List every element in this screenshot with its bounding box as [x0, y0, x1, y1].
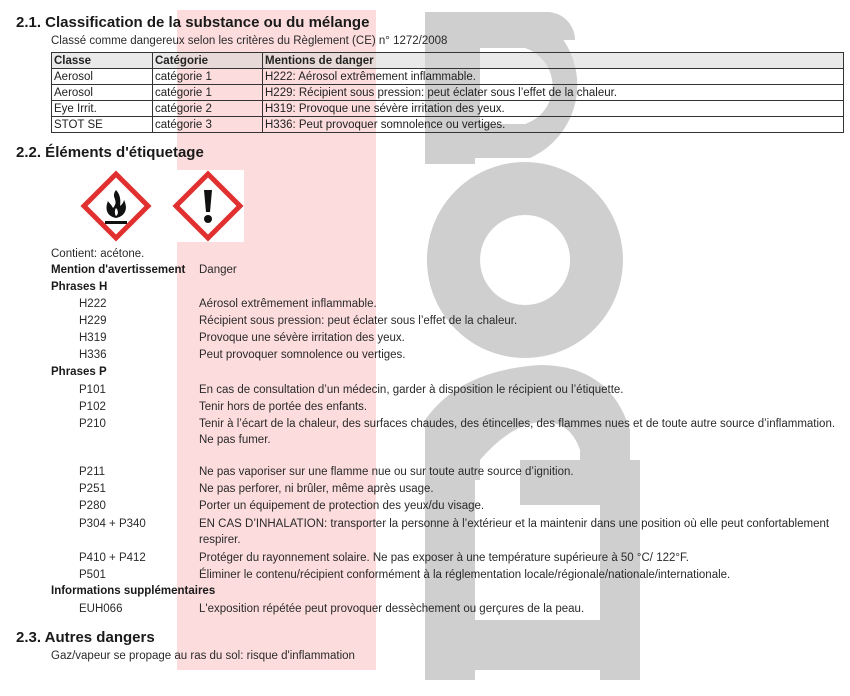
h-phrase-code: H336	[79, 349, 107, 361]
col-header-classe: Classe	[52, 53, 153, 69]
col-header-categorie: Catégorie	[153, 53, 263, 69]
euh-text: L'exposition répétée peut provoquer dessèchement ou gerçures de la peau.	[199, 603, 585, 615]
p-phrase-text: EN CAS D’INHALATION: transporter la personne à l’extérieur et la maintenir dans une position où elle peut confortablement	[199, 518, 830, 530]
cell-classe: Eye Irrit.	[52, 101, 153, 117]
p-phrase-code: P101	[79, 384, 106, 396]
classification-subtitle: Classé comme dangereux selon les critères du Règlement (CE) n° 1272/2008	[51, 35, 448, 47]
p-phrase-text: Porter un équipement de protection des yeux/du visage.	[199, 500, 485, 512]
p-phrase-text-continued: respirer.	[199, 534, 241, 546]
cell-classe: STOT SE	[52, 117, 153, 133]
p-phrase-text: Éliminer le contenu/récipient conformément à la réglementation locale/régionale/nationale/internationale.	[199, 569, 731, 581]
table-row	[52, 69, 844, 85]
cell-classe: Aerosol	[52, 85, 153, 101]
table-row	[52, 101, 844, 117]
contains-text: Contient: acétone.	[51, 248, 145, 260]
section-title-classification: 2.1. Classification de la substance ou du mélange	[16, 14, 370, 31]
p-phrase-code: P410 + P412	[79, 552, 146, 564]
p-phrase-code: P304 + P340	[79, 518, 146, 530]
p-phrase-code: P210	[79, 418, 106, 430]
signal-word-value: Danger	[199, 264, 237, 276]
p-phrase-code: P501	[79, 569, 106, 581]
table-row	[52, 117, 844, 133]
section-title-other-hazards: 2.3. Autres dangers	[16, 629, 155, 646]
cell-mention: H319: Provoque une sévère irritation des yeux.	[263, 101, 844, 117]
cell-classe: Aerosol	[52, 69, 153, 85]
p-phrase-text-continued: Ne pas fumer.	[199, 434, 271, 446]
p-phrase-code: P280	[79, 500, 106, 512]
p-phrase-text: Tenir à l’écart de la chaleur, des surfaces chaudes, des étincelles, des flammes nues et de toute autre source d’inflammation.	[199, 418, 836, 430]
h-phrase-code: H229	[79, 315, 107, 327]
euh-code: EUH066	[79, 603, 123, 615]
flame-pictogram-icon	[80, 170, 152, 242]
cell-categorie: catégorie 2	[153, 101, 263, 117]
p-phrase-code: P251	[79, 483, 106, 495]
p-phrase-text: En cas de consultation d’un médecin, garder à disposition le récipient ou l’étiquette.	[199, 384, 624, 396]
col-header-mentions: Mentions de danger	[263, 53, 844, 69]
p-phrase-text: Tenir hors de portée des enfants.	[199, 401, 368, 413]
cell-mention: H229: Récipient sous pression: peut éclater sous l’effet de la chaleur.	[263, 85, 844, 101]
other-hazards-text: Gaz/vapeur se propage au ras du sol: risque d'inflammation	[51, 650, 355, 662]
table-row	[52, 85, 844, 101]
p-phrase-text: Ne pas perforer, ni brûler, même après usage.	[199, 483, 434, 495]
classification-table	[51, 52, 844, 133]
h-phrase-text: Récipient sous pression: peut éclater sous l’effet de la chaleur.	[199, 315, 518, 327]
signal-word-label: Mention d'avertissement	[51, 264, 186, 276]
p-phrase-text: Ne pas vaporiser sur une flamme nue ou sur toute autre source d’ignition.	[199, 466, 574, 478]
cell-categorie: catégorie 1	[153, 69, 263, 85]
cell-categorie: catégorie 3	[153, 117, 263, 133]
h-phrase-code: H319	[79, 332, 107, 344]
p-phrases-title: Phrases P	[51, 366, 107, 378]
h-phrase-text: Peut provoquer somnolence ou vertiges.	[199, 349, 406, 361]
h-phrase-text: Provoque une sévère irritation des yeux.	[199, 332, 405, 344]
p-phrase-code: P211	[79, 466, 106, 478]
h-phrases-title: Phrases H	[51, 281, 108, 293]
cell-categorie: catégorie 1	[153, 85, 263, 101]
cell-mention: H222: Aérosol extrêmement inflammable.	[263, 69, 844, 85]
exclamation-pictogram-icon	[172, 170, 244, 242]
p-phrase-code: P102	[79, 401, 106, 413]
section-title-labelling: 2.2. Éléments d'étiquetage	[16, 144, 204, 161]
h-phrase-text: Aérosol extrêmement inflammable.	[199, 298, 377, 310]
p-phrase-text: Protéger du rayonnement solaire. Ne pas exposer à une température supérieure à 50 °C/ 122°F.	[199, 552, 689, 564]
h-phrase-code: H222	[79, 298, 107, 310]
table-header-row	[52, 53, 844, 69]
cell-mention: H336: Peut provoquer somnolence ou vertiges.	[263, 117, 844, 133]
extra-info-title: Informations supplémentaires	[51, 585, 216, 597]
